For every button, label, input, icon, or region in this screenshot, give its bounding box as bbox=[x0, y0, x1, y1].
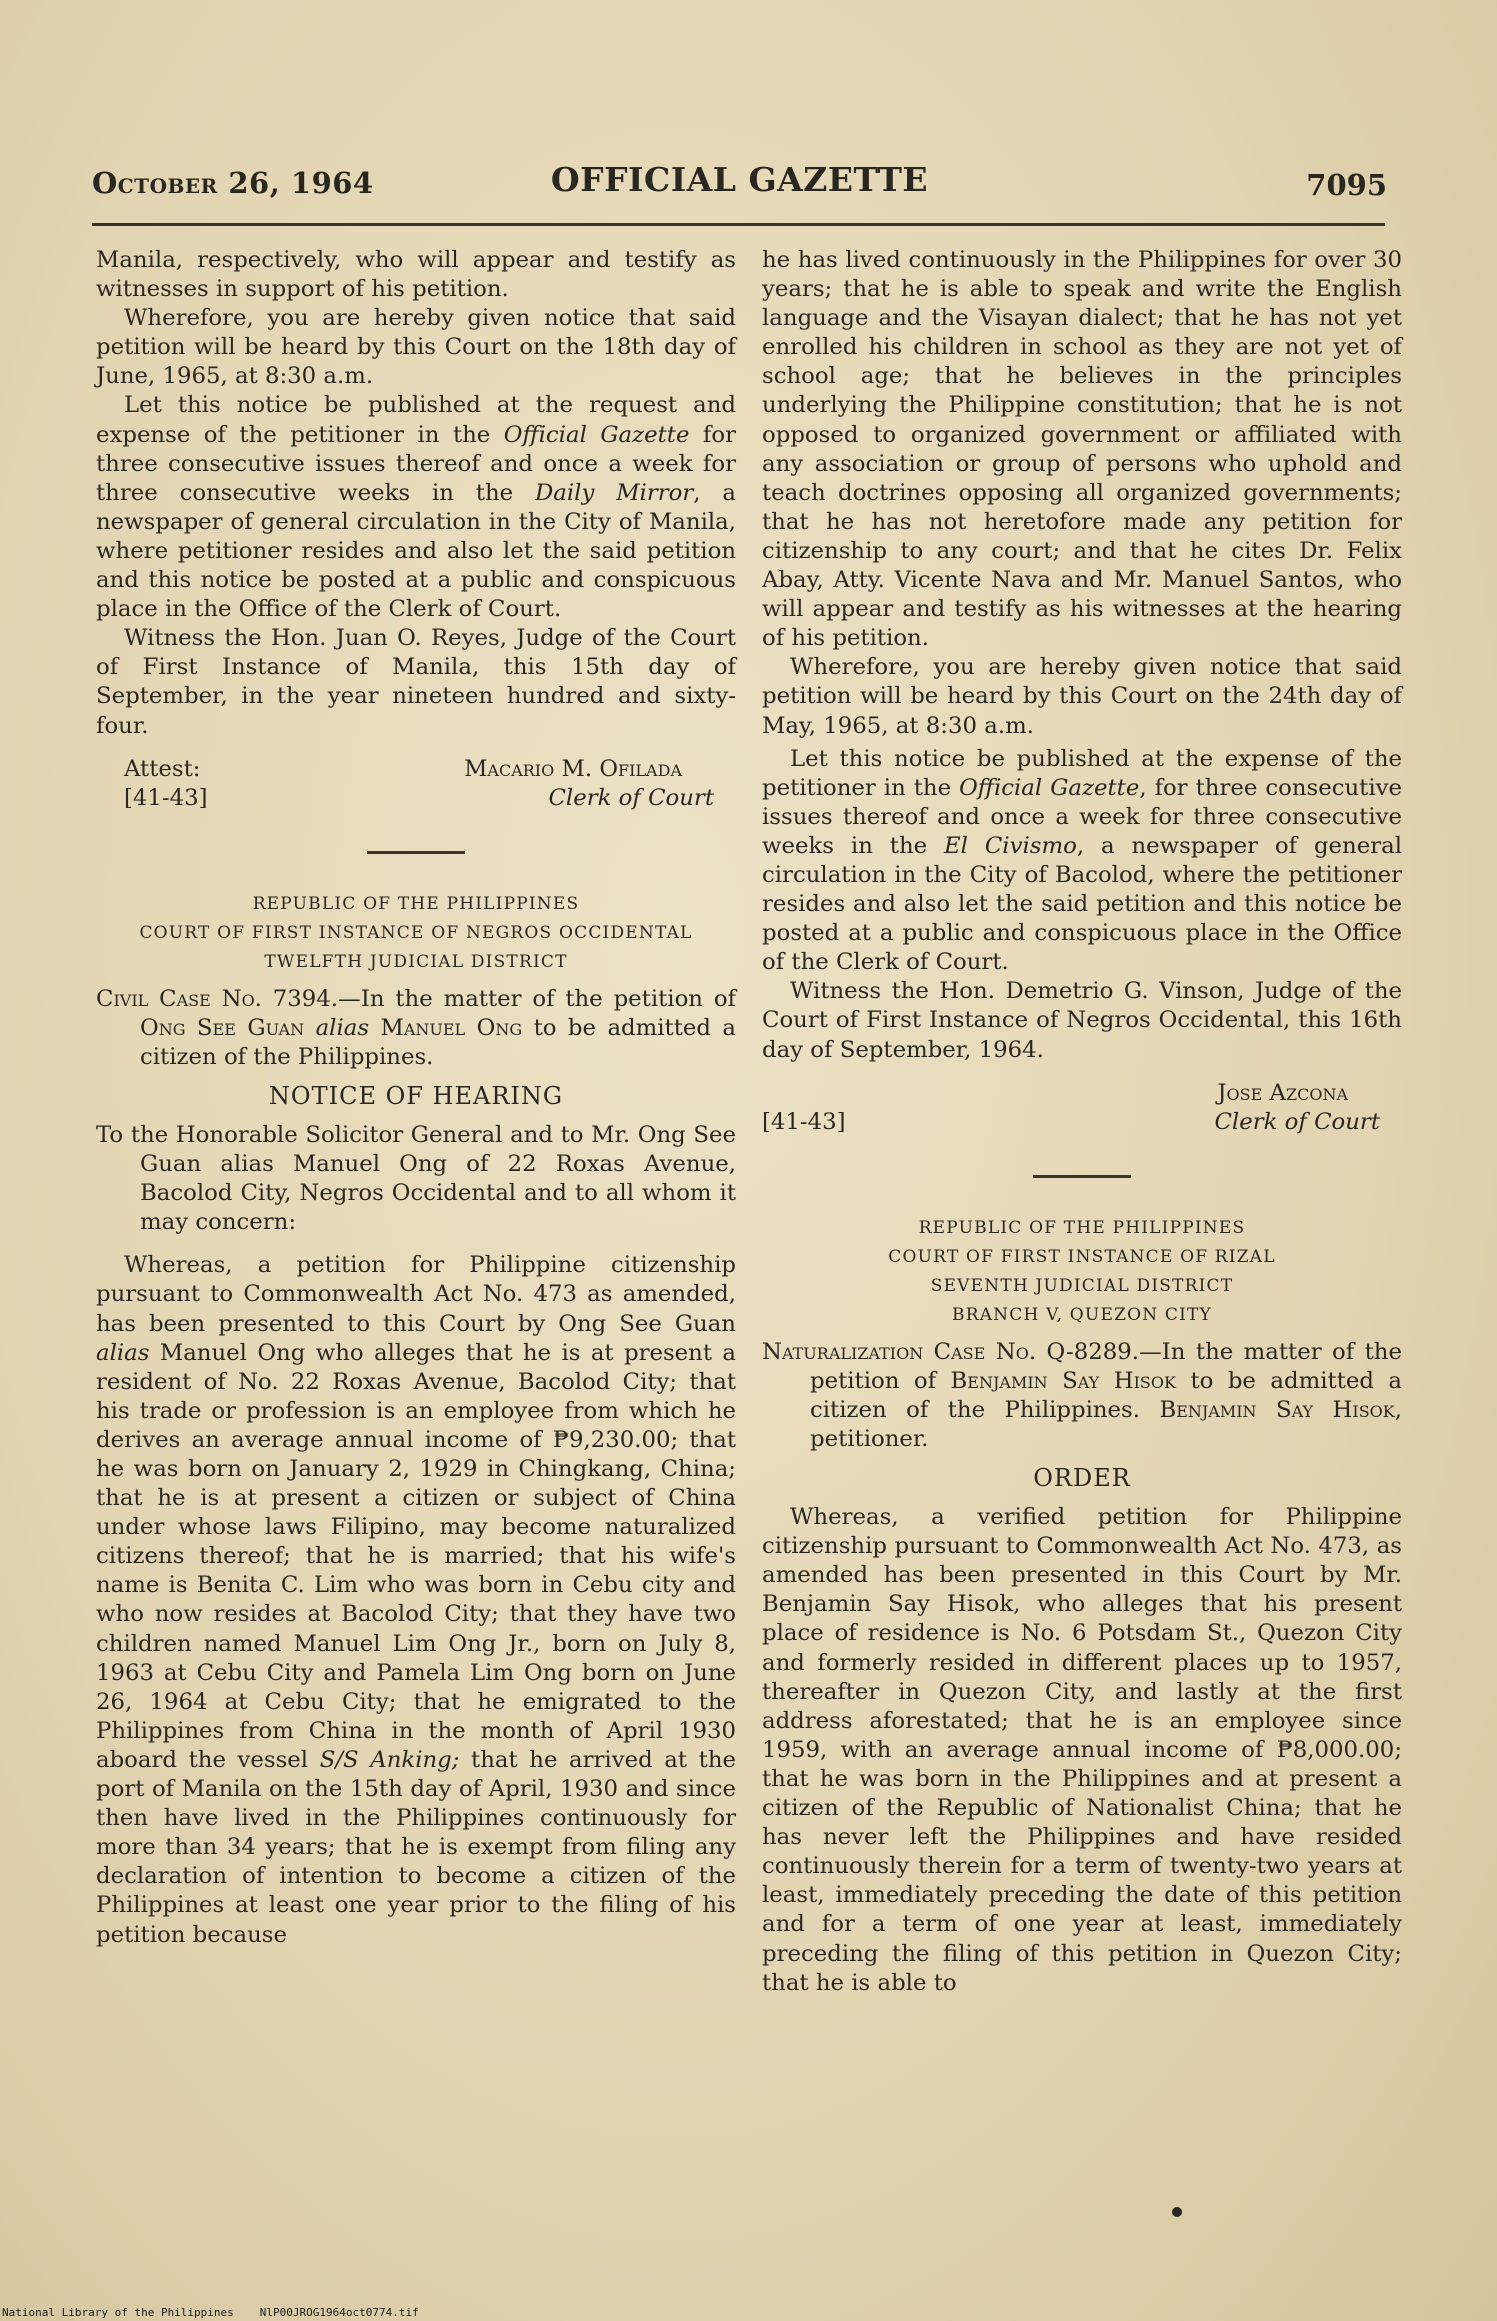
clerk-name: Macario M. Ofilada bbox=[464, 755, 682, 782]
notice-title: NOTICE OF HEARING bbox=[268, 1081, 564, 1110]
court-heading: REPUBLIC OF THE PHILIPPINES COURT OF FIRST INSTANCE OF RIZAL SEVENTH JUDICIAL DISTRICT BRANCH V, QUEZON CITY bbox=[888, 1217, 1276, 1325]
paragraph: Manila, respectively, who will appear and testify as witnesses in support of his petition. bbox=[96, 247, 736, 303]
order-title: ORDER bbox=[1033, 1464, 1131, 1492]
paragraph: Let this notice be published at the request and expense of the petitioner in the Official Gazette for three consecutive issues thereof and once a week for three consecutive weeks in the Daily Mirror, a newspaper of general circulation in the City of Manila, where petitioner resides and also let the said petition and this notice be posted at a public and conspicuous place in the Office of the Clerk of Court. bbox=[96, 392, 736, 623]
left-column bbox=[96, 246, 736, 1950]
page-header bbox=[92, 160, 1387, 208]
issue-date: October 26, 1964 bbox=[92, 166, 374, 200]
paragraph: Wherefore, you are hereby given notice that said petition will be heard by this Court on the 24th day of May, 1965, at 8:30 a.m. bbox=[762, 654, 1402, 739]
paragraph: Let this notice be published at the expense of the petitioner in the Official Gazette, for three consecutive issues thereof and once a week for three consecutive weeks in the El Civismo, a newspaper of general circulation in the City of Bacolod, where the petitioner resides and also let the said petition and this notice be posted at a public and conspicuous place in the Office of the Clerk of Court. bbox=[762, 745, 1403, 976]
library-credit: National Library of the Philippines bbox=[2, 2306, 234, 2319]
signature-block bbox=[96, 755, 736, 813]
paragraph: Whereas, a verified petition for Philippine citizenship pursuant to Commonwealth Act No. 473, as amended has been presented in this Court by Mr. Benjamin Say Hisok, who alleges that his present place of residence is No. 6 Potsdam St., Quezon City and formerly resided in different places up to 1957, thereafter in Quezon City, and lastly at the first address aforestated; that he is an employee since 1959, with an average annual income of ₱8,000.00; that he was born in the Philippines and at present a citizen of the Republic of Nationalist China; that he has never left the Philippines and have resided continuously therein for a term of twenty-two years at least, immediately preceding the date of this petition and for a term of one year at least, immediately preceding the filing of this petition in Quezon City; that he is able to bbox=[762, 1504, 1402, 1996]
paragraph: Witness the Hon. Juan O. Reyes, Judge of the Court of First Instance of Manila, this 15th day of September, in the year nineteen hundred and sixty-four. bbox=[96, 625, 736, 739]
paragraph: he has lived continuously in the Philippines for over 30 years; that he is able to speak and write the English language and the Visayan dialect; that he has not yet enrolled his children in school as they are not yet of school age; that he believes in the principles underlying the Philippine constitution; that he is not opposed to organized government or affiliated with any association or group of persons who uphold and teach doctrines opposing all organized governments; that he has not heretofore made any petition for citizenship to any court; and that he cites Dr. Felix Abay, Atty. Vicente Nava and Mr. Manuel Santos, who will appear and testify as his witnesses at the hearing of his petition. bbox=[762, 247, 1402, 652]
issue-ref: [41-43] bbox=[124, 784, 208, 811]
paragraph: Whereas, a petition for Philippine citizenship pursuant to Commonwealth Act No. 473 as amended, has been presented to this Court by Ong See Guan alias Manuel Ong who alleges that he is at present a resident of No. 22 Roxas Avenue, Bacolod City; that his trade or profession is an employee from which he derives an average annual income of ₱9,230.00; that he was born on January 2, 1929 in Chingkang, China; that he is at present a citizen or subject of China under whose laws Filipino, may become naturalized citizens thereof; that he is married; that his wife's name is Benita C. Lim who was born in Cebu city and who now resides at Bacolod City; that they have two children named Manuel Lim Ong Jr., born on July 8, 1963 at Cebu City and Pamela Lim Ong born on June 26, 1964 at Cebu City; that he emigrated to the Philippines from China in the month of April 1930 aboard the vessel S/S Anking; that he arrived at the port of Manila on the 15th day of April, 1930 and since then have lived in the Philippines continuously for more than 34 years; that he is exempt from filing any declaration of intention to become a citizen of the Philippines at least one year prior to the filing of his petition because bbox=[96, 1252, 736, 1948]
clerk-title: Clerk of Court bbox=[548, 784, 714, 811]
paragraph: Witness the Hon. Demetrio G. Vinson, Judge of the Court of First Instance of Negros Occidental, this 16th day of September, 1964. bbox=[762, 978, 1402, 1063]
issue-ref: [41-43] bbox=[762, 1108, 846, 1135]
clerk-title: Clerk of Court bbox=[1214, 1108, 1380, 1135]
page-number: 7095 bbox=[1306, 168, 1387, 202]
scan-filename: NlP00JROG1964oct0774.tif bbox=[259, 2306, 419, 2319]
addressee: To the Honorable Solicitor General and to Mr. Ong See Guan alias Manuel Ong of 22 Roxas Avenue, Bacolod City, Negros Occidental and to all whom it may concern: bbox=[96, 1121, 736, 1236]
right-column bbox=[762, 246, 1402, 1998]
ink-dot bbox=[1172, 2207, 1182, 2217]
publication-title: OFFICIAL GAZETTE bbox=[550, 160, 929, 199]
signature-block bbox=[762, 1079, 1402, 1137]
header-rule bbox=[92, 223, 1385, 226]
case-caption: Civil Case No. 7394.—In the matter of the petition of Ong See Guan alias Manuel Ong to be admitted a citizen of the Philippines. bbox=[96, 985, 737, 1070]
attest-label: Attest: bbox=[124, 755, 201, 782]
section-separator bbox=[1033, 1175, 1131, 1178]
paragraph: Wherefore, you are hereby given notice that said petition will be heard by this Court on the 18th day of June, 1965, at 8:30 a.m. bbox=[96, 305, 736, 390]
scan-footer bbox=[2, 2306, 445, 2319]
court-heading: REPUBLIC OF THE PHILIPPINES COURT OF FIRST INSTANCE OF NEGROS OCCIDENTAL TWELFTH JUDICIAL DISTRICT bbox=[139, 893, 693, 972]
section-separator bbox=[367, 851, 465, 854]
case-caption: Naturalization Case No. Q-8289.—In the matter of the petition of Benjamin Say Hisok to be admitted a citizen of the Philippines. Benjamin Say Hisok, petitioner. bbox=[762, 1338, 1403, 1452]
clerk-name: Jose Azcona bbox=[1217, 1079, 1348, 1106]
